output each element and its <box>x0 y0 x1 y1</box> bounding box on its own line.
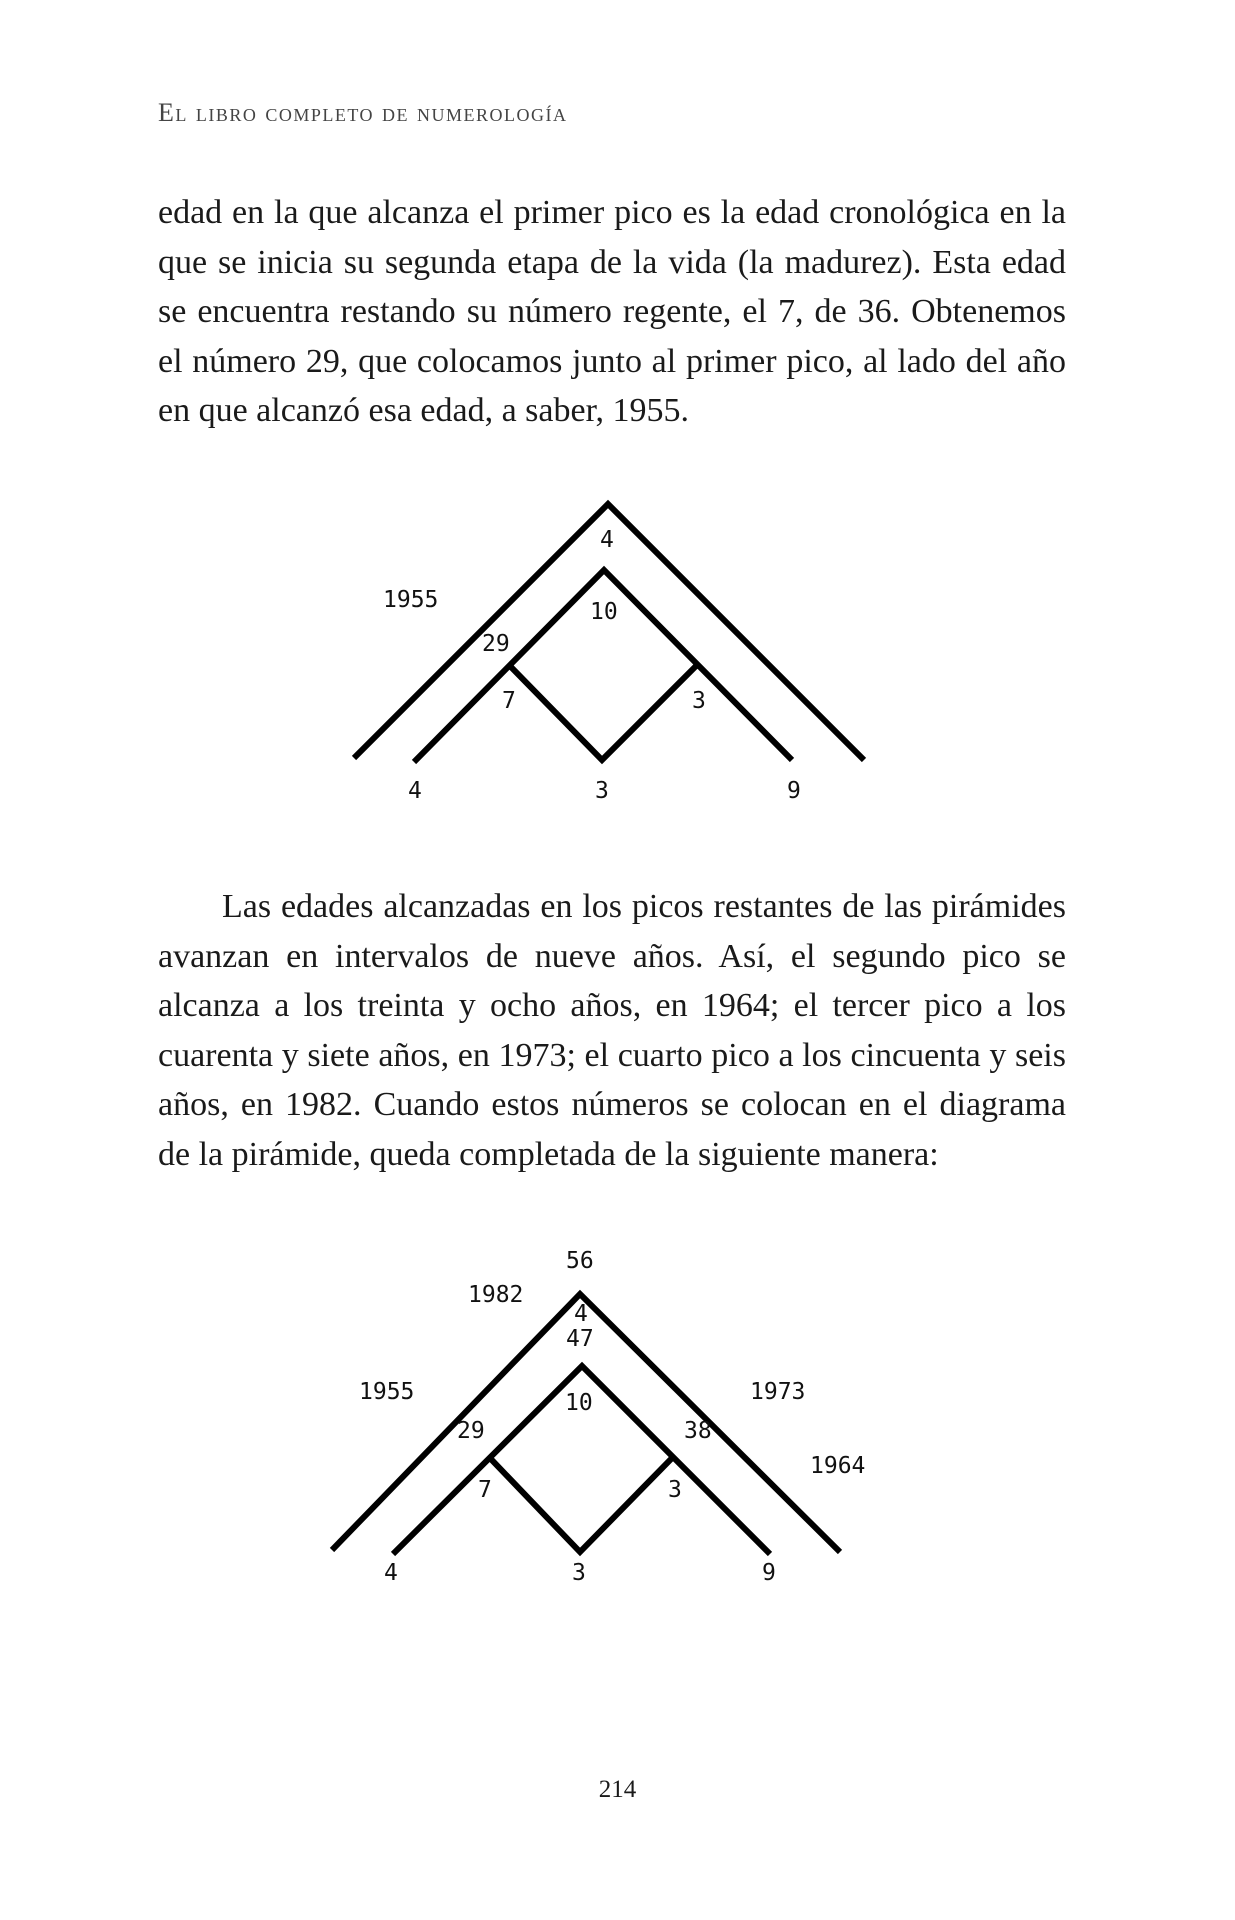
first-peak-age-label: 29 <box>482 631 510 657</box>
base-left-label: 4 <box>408 778 422 804</box>
base-left-label: 4 <box>384 1560 398 1586</box>
base-center-label: 3 <box>572 1560 586 1586</box>
left-inner-label: 7 <box>478 1477 492 1503</box>
year-1955-label: 1955 <box>359 1379 415 1405</box>
base-right-label: 9 <box>762 1560 776 1586</box>
right-inner-label: 3 <box>668 1477 682 1503</box>
page-number: 214 <box>598 1776 637 1803</box>
body-paragraph-1: edad en la que alcanza el primer pico es la edad cronológica en la que se inicia su segunda etapa de la vida (la madurez). Esta edad se encuentra restando su número regente, el 7, de 36. Obtenemos el número 29, que colocamos junto al primer pico, al lado del año en que alcanzó esa edad, a saber, 1955. <box>158 194 1066 429</box>
outer-peak-label: 4 <box>574 1301 588 1327</box>
outer-peak-label: 4 <box>600 527 614 553</box>
year-1964-label: 1964 <box>810 1453 866 1479</box>
first-peak-age-label: 29 <box>457 1418 485 1444</box>
inner-diamond-line <box>488 1456 674 1552</box>
base-center-label: 3 <box>595 778 609 804</box>
right-inner-label: 3 <box>692 688 706 714</box>
year-1973-label: 1973 <box>750 1379 806 1405</box>
base-right-label: 9 <box>787 778 801 804</box>
second-peak-age-label: 38 <box>684 1418 712 1444</box>
inner-diamond-line <box>510 666 696 760</box>
body-paragraph-2: Las edades alcanzadas en los picos restantes de las pirámides avanzan en intervalos de nueve años. Así, el segundo pico se alcanza a los treinta y ocho años, en 1964; el tercer pico a los cuarenta y siete años, en 1973; el cuarto pico a los cincuenta y seis años, en 1982. Cuando estos números se colocan en el diagrama de la pirámide, queda completada de la siguiente manera: <box>158 888 1066 1173</box>
pyramid-diagram-1 <box>0 490 1235 820</box>
third-peak-age-label: 47 <box>566 1326 594 1352</box>
year-1982-label: 1982 <box>468 1282 524 1308</box>
top-age-label: 56 <box>566 1248 594 1274</box>
inner-peak-label: 10 <box>590 599 618 625</box>
year-1955-label: 1955 <box>383 587 439 613</box>
pyramid-diagram-2 <box>0 1240 1235 1610</box>
left-inner-label: 7 <box>502 688 516 714</box>
pyramid-diagram-2-svg <box>0 1240 1235 1610</box>
running-head: El libro completo de numerología <box>158 98 568 127</box>
pyramid-diagram-1-svg <box>0 490 1235 820</box>
inner-peak-label: 10 <box>565 1390 593 1416</box>
